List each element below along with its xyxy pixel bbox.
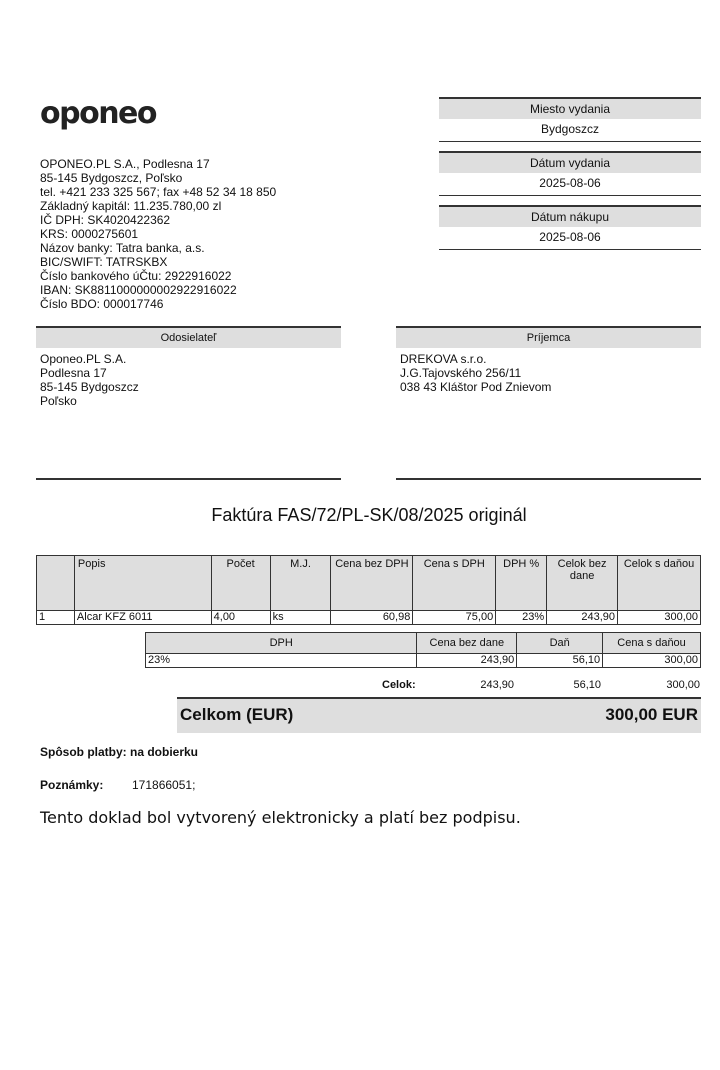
vat-header-cell: Cena bez dane [417, 633, 517, 654]
items-header-cell: Celok bez dane [547, 556, 618, 611]
table-row [37, 611, 701, 625]
vat-header-cell: DPH [146, 633, 417, 654]
vat-header-cell: Cena s daňou [603, 633, 701, 654]
table-row [146, 654, 701, 668]
issue-place-value: Bydgoszcz [439, 119, 701, 142]
recipient-label: Príjemca [396, 326, 701, 348]
item-cell: 75,00 [413, 611, 496, 625]
item-cell: 60,98 [331, 611, 413, 625]
payment-method: Spôsob platby: na dobierku [40, 745, 199, 759]
items-header-cell: Popis [74, 556, 211, 611]
issue-date-box [439, 151, 701, 196]
vat-cell: 300,00 [603, 654, 701, 668]
sender-label: Odosielateľ [36, 326, 341, 348]
issue-date-label: Dátum vydania [439, 151, 701, 173]
purchase-date-label: Dátum nákupu [439, 205, 701, 227]
company-line: Číslo BDO: 000017746 [40, 297, 164, 311]
total-gross: 300,00 [666, 679, 700, 691]
company-line: 85-145 Bydgoszcz, Poľsko [40, 171, 183, 185]
vat-cell: 243,90 [417, 654, 517, 668]
invoice-title: Faktúra FAS/72/PL-SK/08/2025 originál [211, 505, 527, 525]
company-line: Číslo bankového úČtu: 2922916022 [40, 269, 232, 283]
items-header-row [37, 556, 701, 611]
recipient-divider [396, 478, 701, 480]
footer-note: Tento doklad bol vytvorený elektronicky a platí bez podpisu. [40, 808, 521, 827]
grand-total [177, 697, 701, 733]
total-net: 243,90 [480, 679, 514, 691]
sender-line: 85-145 Bydgoszcz [40, 380, 139, 394]
vat-cell: 56,10 [517, 654, 603, 668]
items-header-cell: Celok s daňou [618, 556, 701, 611]
items-header-cell: Počet [211, 556, 270, 611]
purchase-date-box [439, 205, 701, 250]
item-cell: Alcar KFZ 6011 [74, 611, 211, 625]
company-line: KRS: 0000275601 [40, 227, 139, 241]
company-line: IČ DPH: SK4020422362 [40, 213, 171, 227]
item-cell: 1 [37, 611, 75, 625]
totals-label: Celok: [382, 679, 416, 691]
items-header-cell: Cena s DPH [413, 556, 496, 611]
issue-date-value: 2025-08-06 [439, 173, 701, 196]
sender-box [36, 326, 341, 412]
recipient-box [396, 326, 701, 398]
items-table [36, 555, 701, 625]
items-header-cell: M.J. [270, 556, 331, 611]
sender-line: Oponeo.PL S.A. [40, 352, 127, 366]
sender-divider [36, 478, 341, 480]
vat-table [145, 632, 701, 668]
sender-line: Podlesna 17 [40, 366, 107, 380]
item-cell: 243,90 [547, 611, 618, 625]
sender-line: Poľsko [40, 394, 77, 408]
total-tax: 56,10 [573, 679, 601, 691]
notes [40, 778, 195, 792]
company-line: tel. +421 233 325 567; fax +48 52 34 18 850 [40, 185, 277, 199]
company-line: OPONEO.PL S.A., Podlesna 17 [40, 157, 210, 171]
item-cell: 300,00 [618, 611, 701, 625]
vat-cell: 23% [146, 654, 417, 668]
notes-label: Poznámky: [40, 778, 104, 792]
company-logo: oponeo [40, 96, 157, 131]
issue-place-box [439, 97, 701, 142]
issue-place-label: Miesto vydania [439, 97, 701, 119]
company-line: Základný kapitál: 11.235.780,00 zl [40, 199, 222, 213]
recipient-line: 038 43 Kláštor Pod Znievom [400, 380, 552, 394]
company-details [40, 157, 276, 311]
company-line: IBAN: SK8811000000002922916022 [40, 283, 237, 297]
company-line: BIC/SWIFT: TATRSKBX [40, 255, 168, 269]
recipient-line: DREKOVA s.r.o. [400, 352, 487, 366]
grand-total-value: 300,00 EUR [605, 705, 698, 724]
items-header-cell [37, 556, 75, 611]
vat-header-cell: Daň [517, 633, 603, 654]
company-line: Názov banky: Tatra banka, a.s. [40, 241, 205, 255]
items-header-cell: Cena bez DPH [331, 556, 413, 611]
vat-header-row [146, 633, 701, 654]
item-cell: 23% [496, 611, 547, 625]
item-cell: 4,00 [211, 611, 270, 625]
recipient-line: J.G.Tajovského 256/11 [400, 366, 522, 380]
notes-value: 171866051; [132, 778, 196, 792]
grand-total-label: Celkom (EUR) [180, 705, 294, 724]
totals-row [145, 679, 701, 693]
items-header-cell: DPH % [496, 556, 547, 611]
item-cell: ks [270, 611, 331, 625]
purchase-date-value: 2025-08-06 [439, 227, 701, 250]
